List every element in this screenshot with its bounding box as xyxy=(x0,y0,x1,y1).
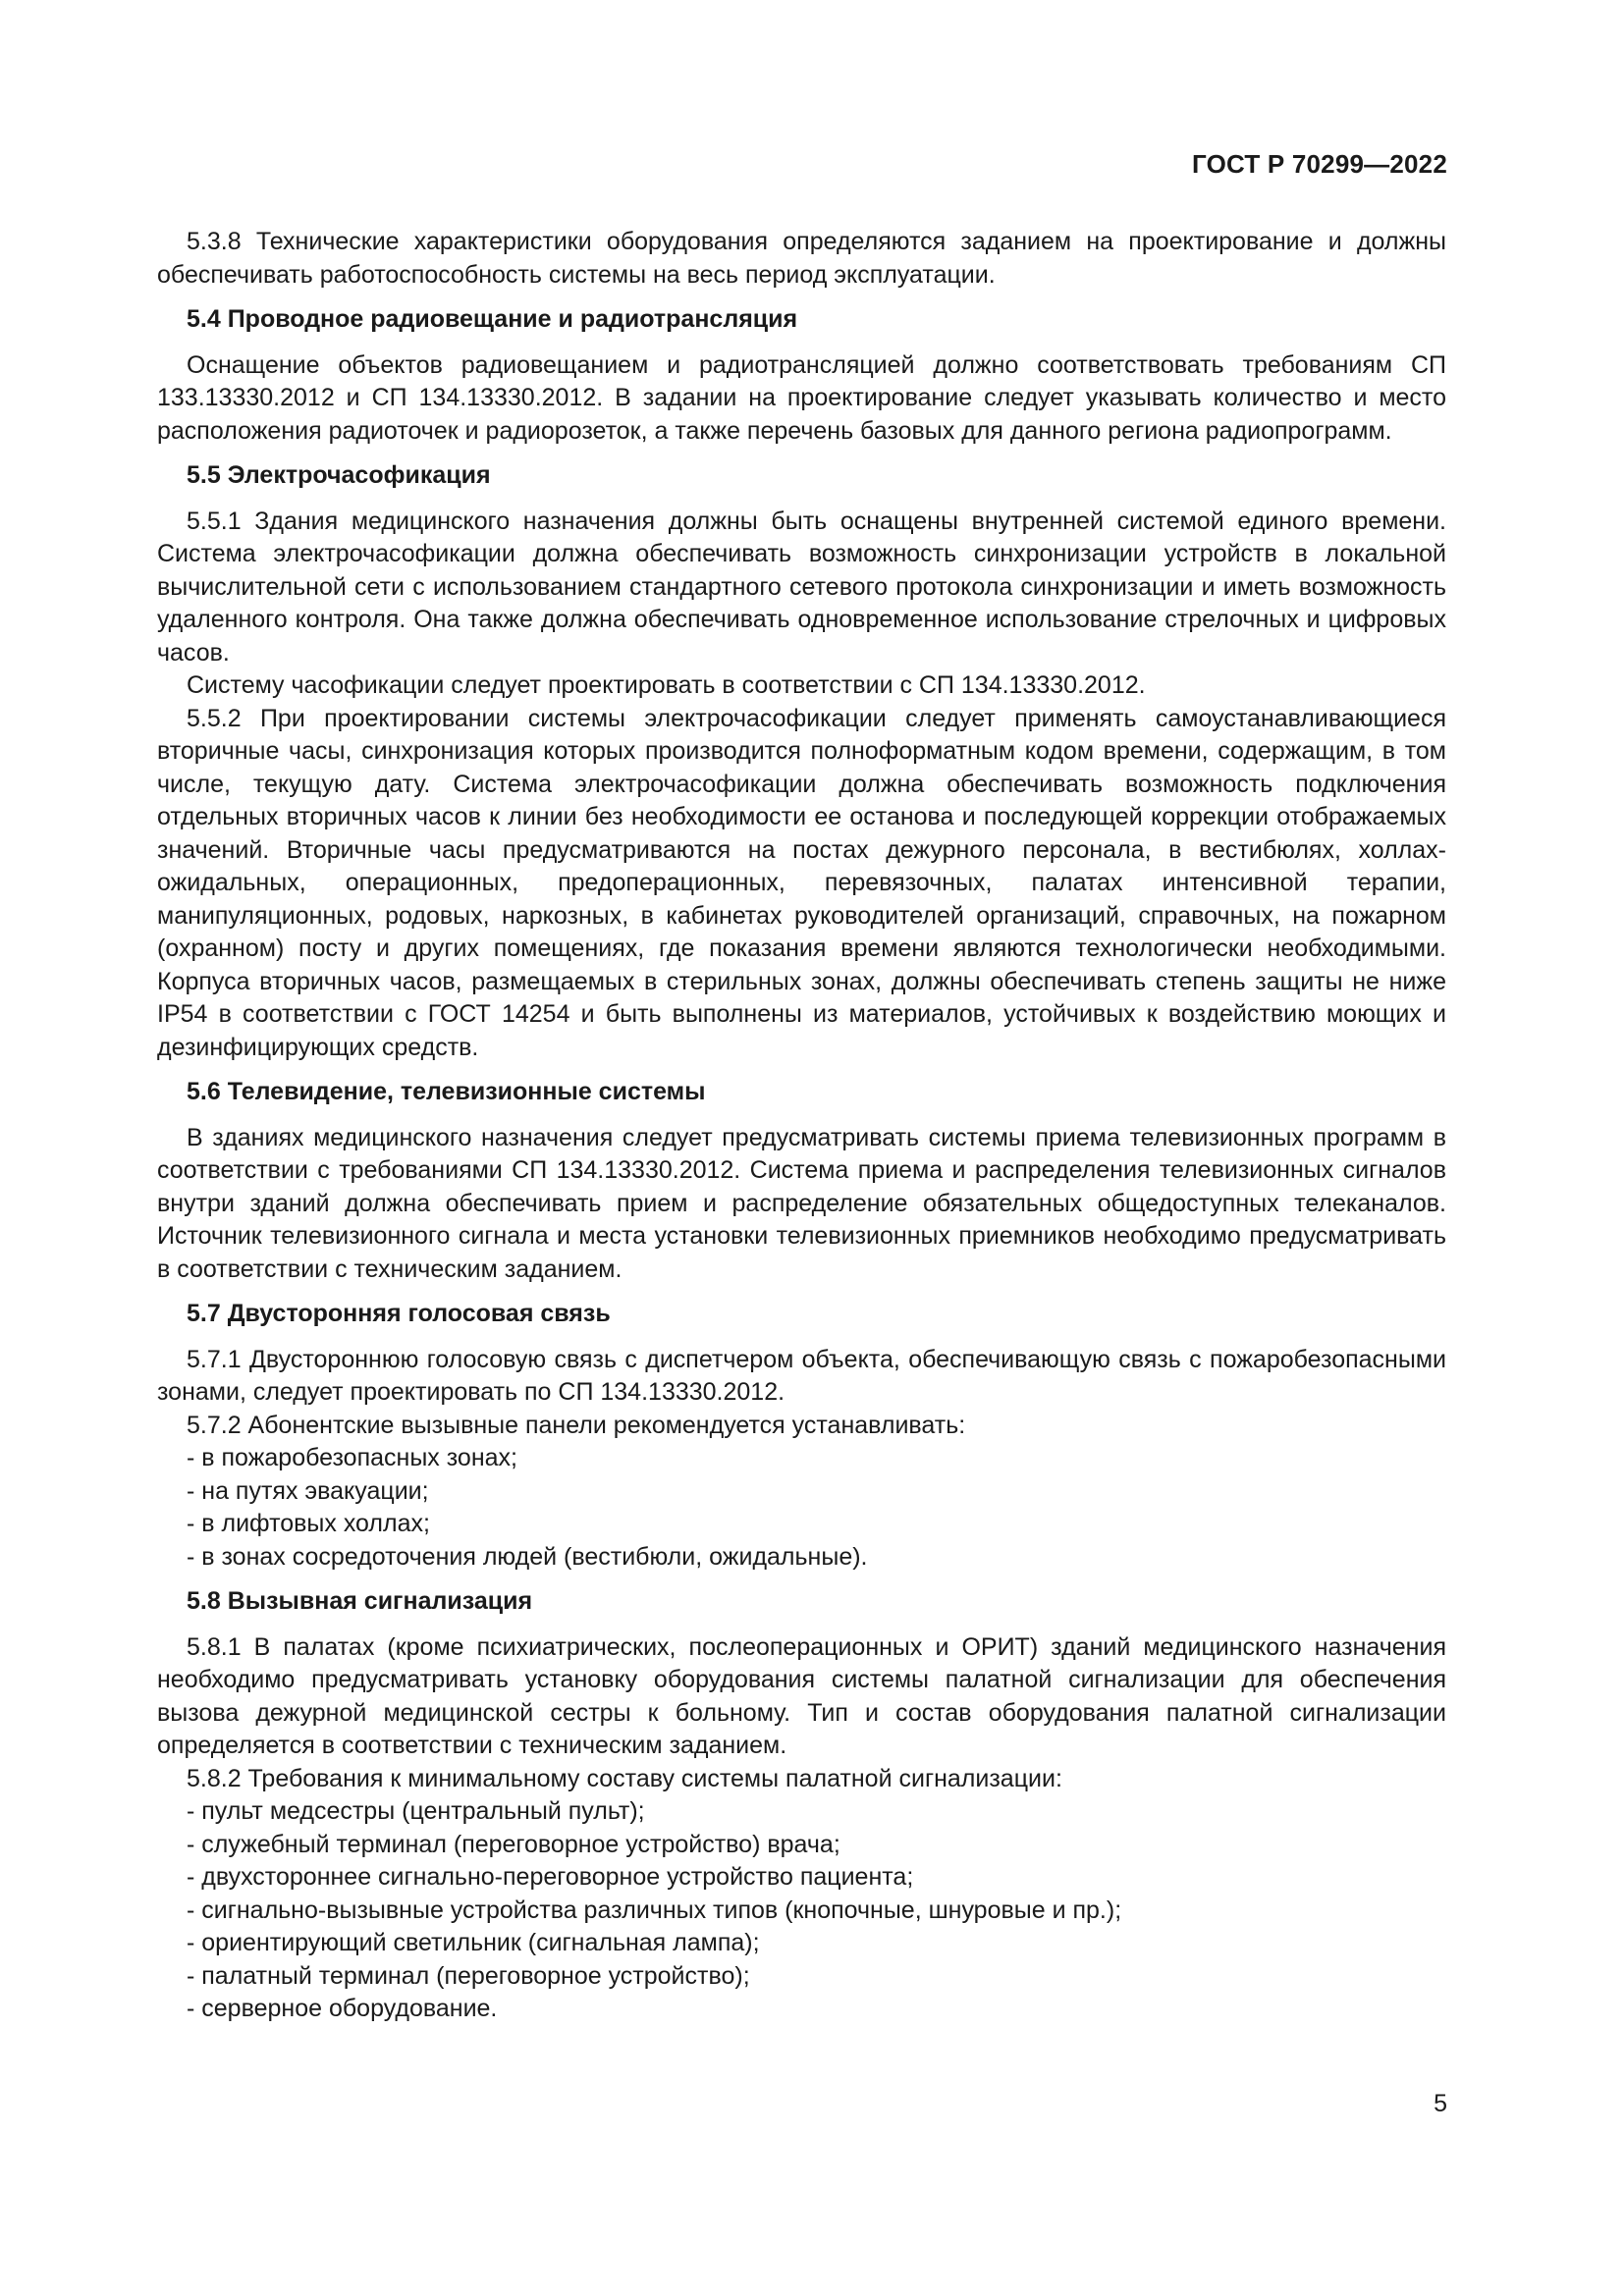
list-item: - на путях эвакуации; xyxy=(187,1476,429,1505)
list-item: - в лифтовых холлах; xyxy=(187,1510,430,1537)
list-item: - в пожаробезопасных зонах; xyxy=(187,1444,517,1471)
list-item: - двухстороннее сигнально-переговорное устройство пациента; xyxy=(187,1863,914,1891)
paragraph-5-4: Оснащение объектов радиовещанием и радиотрансляцией должно соответствовать требованиям СП 133.13330.2012 и СП 134.13330.2012. В задании на проектирование следует указывать количество и место расположения радиоточек и радиорозеток, а также перечень базовых для данного региона радиопрограмм. xyxy=(157,350,1446,445)
paragraph-5-5-1-b: Систему часофикации следует проектировать в соответствии с СП 134.13330.2012. xyxy=(187,671,1146,699)
heading-5-8: 5.8 Вызывная сигнализация xyxy=(187,1587,533,1615)
list-item: - серверное оборудование. xyxy=(187,1995,498,2022)
list-item: - палатный терминал (переговорное устройство); xyxy=(187,1961,750,1990)
paragraph-5-8-2: 5.8.2 Требования к минимальному составу системы палатной сигнализации: xyxy=(187,1764,1062,1792)
paragraph-5-6: В зданиях медицинского назначения следует предусматривать системы приема телевизионных программ в соответствии с требованиями СП 134.13330.2012. Система приема и распределения телевизионных сигналов внутри зданий должна обеспечивать прием и распределение обязательных общедоступных телеканалов. Источник телевизионного сигнала и места установки телевизионных приемников необходимо предусматривать в соответствии с техническим заданием. xyxy=(157,1123,1446,1283)
heading-5-5: 5.5 Электрочасофикация xyxy=(187,461,491,489)
page-number: 5 xyxy=(1434,2090,1447,2117)
list-item: - ориентирующий светильник (сигнальная лампа); xyxy=(187,1929,760,1956)
list-item: - сигнально-вызывные устройства различных типов (кнопочные, шнуровые и пр.); xyxy=(187,1896,1122,1924)
paragraph-5-8-1: 5.8.1 В палатах (кроме психиатрических, послеоперационных и ОРИТ) зданий медицинского назначения необходимо предусматривать установку оборудования системы палатной сигнализации для обеспечения вызова дежурной медицинской сестры к больному. Тип и состав оборудования палатной сигнализации определяется в соответствии с техническим заданием. xyxy=(157,1632,1446,1759)
heading-5-6: 5.6 Телевидение, телевизионные системы xyxy=(187,1078,706,1105)
paragraph-5-5-1: 5.5.1 Здания медицинского назначения должны быть оснащены внутренней системой единого времени. Система электрочасофикации должна обеспечивать возможность синхронизации устройств в локальной вычислительной сети с использованием стандартного сетевого протокола синхронизации и иметь возможность удаленного контроля. Она также должна обеспечивать одновременное использование стрелочных и цифровых часов. xyxy=(157,507,1446,667)
paragraph-5-7-1: 5.7.1 Двустороннюю голосовую связь с диспетчером объекта, обеспечивающую связь с пожаробезопасными зонами, следует проектировать по СП 134.13330.2012. xyxy=(157,1345,1446,1406)
list-5-7-2 xyxy=(157,1442,1446,1574)
paragraph-5-7-2: 5.7.2 Абонентские вызывные панели рекомендуется устанавливать: xyxy=(187,1411,966,1439)
paragraph-5-3-8: 5.3.8 Технические характеристики оборудования определяются заданием на проектирование и должны обеспечивать работоспособность системы на весь период эксплуатации. xyxy=(157,228,1446,289)
list-5-8-2 xyxy=(157,1795,1446,2026)
list-item: - пульт медсестры (центральный пульт); xyxy=(187,1797,645,1825)
paragraph-5-5-2: 5.5.2 При проектировании системы электрочасофикации следует применять самоустанавливающиеся вторичные часы, синхронизация которых производится полноформатным кодом времени, содержащим, в том числе, текущую дату. Система электрочасофикации должна обеспечивать возможность подключения отдельных вторичных часов к линии без необходимости ее останова и последующей коррекции отображаемых значений. Вторичные часы предусматриваются на постах дежурного персонала, в вестибюлях, холлах-ожидальных, операционных, предоперационных, перевязочных, палатах интенсивной терапии, манипуляционных, родовых, наркозных, в кабинетах руководителей организаций, справочных, на пожарном (охранном) посту и других помещениях, где показания времени являются технологически необходимыми. Корпуса вторичных часов, размещаемых в стерильных зонах, должны обеспечивать степень защиты не ниже IP54 в соответствии с ГОСТ 14254 и быть выполнены из материалов, устойчивых к воздействию моющих и дезинфицирующих средств. xyxy=(157,704,1446,1061)
list-item: - в зонах сосредоточения людей (вестибюли, ожидальные). xyxy=(187,1542,868,1571)
heading-5-7: 5.7 Двусторонняя голосовая связь xyxy=(187,1300,611,1327)
document-code-header: ГОСТ Р 70299—2022 xyxy=(1192,149,1447,179)
list-item: - служебный терминал (переговорное устройство) врача; xyxy=(187,1830,840,1858)
heading-5-4: 5.4 Проводное радиовещание и радиотрансляция xyxy=(187,305,798,333)
document-body xyxy=(157,226,1446,2026)
